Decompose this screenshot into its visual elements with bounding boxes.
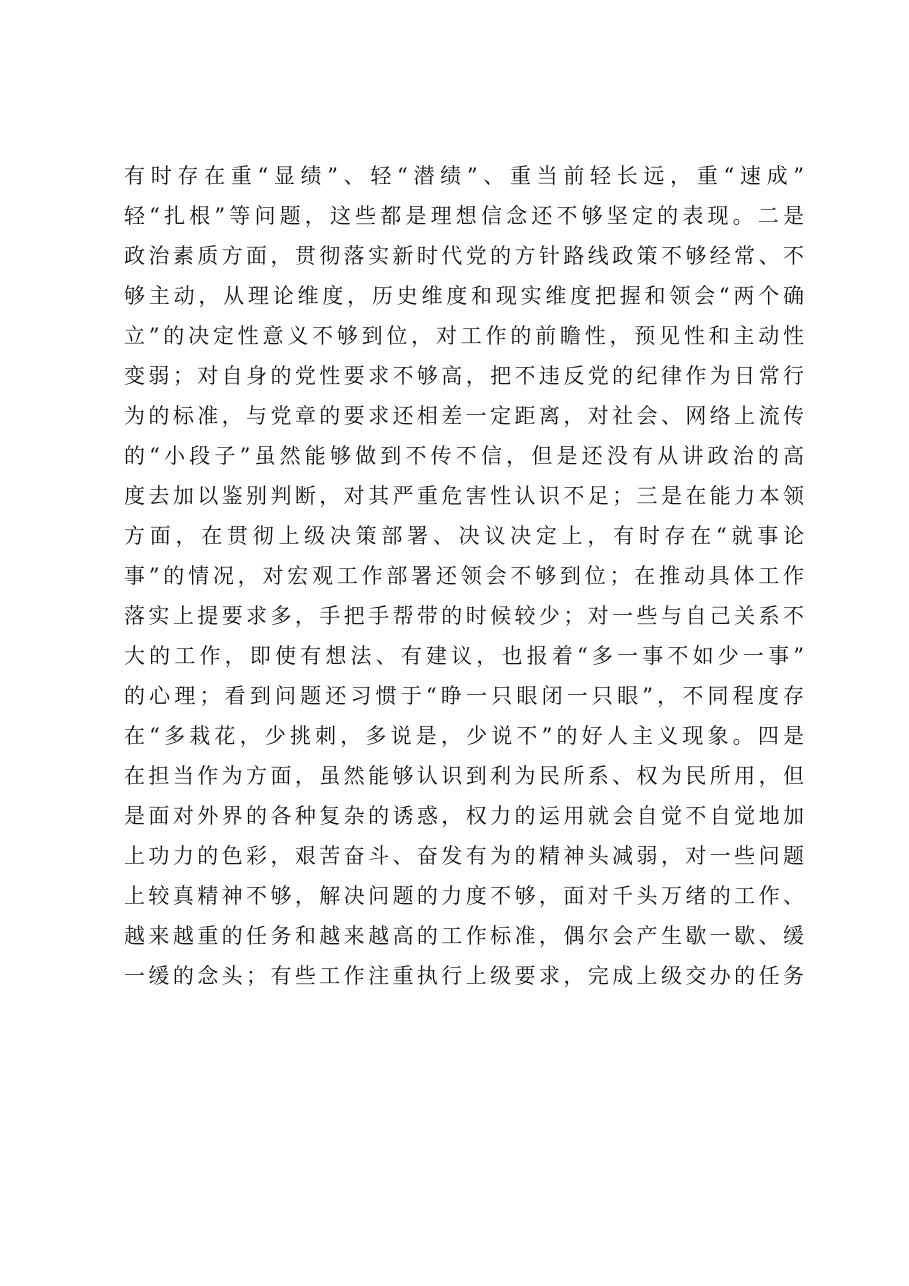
text-line: 的心理；看到问题还习惯于“睁一只眼闭一只眼”，不同程度存: [124, 684, 804, 708]
text-line: 是面对外界的各种复杂的诱惑，权力的运用就会自觉不自觉地加: [124, 804, 804, 828]
text-line: 上功力的色彩，艰苦奋斗、奋发有为的精神头减弱，对一些问题: [124, 844, 804, 868]
text-line: 大的工作，即使有想法、有建议，也报着“多一事不如少一事”: [124, 644, 804, 668]
text-line: 事”的情况，对宏观工作部署还领会不够到位；在推动具体工作: [124, 564, 804, 588]
text-line: 落实上提要求多，手把手帮带的时候较少；对一些与自己关系不: [124, 604, 804, 628]
text-line: 在担当作为方面，虽然能够认识到利为民所系、权为民所用，但: [124, 764, 804, 788]
text-line: 方面，在贯彻上级决策部署、决议决定上，有时存在“就事论: [124, 524, 804, 548]
text-line: 越来越重的任务和越来越高的工作标准，偶尔会产生歇一歇、缓: [124, 924, 804, 948]
text-line: 政治素质方面，贯彻落实新时代党的方针路线政策不够经常、不: [124, 244, 804, 268]
text-line: 有时存在重“显绩”、轻“潜绩”、重当前轻长远，重“速成”: [124, 164, 804, 188]
text-line: 为的标准，与党章的要求还相差一定距离，对社会、网络上流传: [124, 404, 804, 428]
text-line: 一缓的念头；有些工作注重执行上级要求，完成上级交办的任务: [124, 964, 804, 988]
text-line: 上较真精神不够，解决问题的力度不够，面对千头万绪的工作、: [124, 884, 804, 908]
text-line: 轻“扎根”等问题，这些都是理想信念还不够坚定的表现。二是: [124, 204, 804, 228]
text-line: 度去加以鉴别判断，对其严重危害性认识不足；三是在能力本领: [124, 484, 804, 508]
text-line: 在“多栽花，少挑刺，多说是，少说不”的好人主义现象。四是: [124, 724, 804, 748]
body-paragraph: [124, 156, 804, 996]
text-line: 立”的决定性意义不够到位，对工作的前瞻性，预见性和主动性: [124, 324, 804, 348]
text-line: 变弱；对自身的党性要求不够高，把不违反党的纪律作为日常行: [124, 364, 804, 388]
text-line: 够主动，从理论维度，历史维度和现实维度把握和领会“两个确: [124, 284, 804, 308]
text-line: 的“小段子”虽然能够做到不传不信，但是还没有从讲政治的高: [124, 444, 804, 468]
